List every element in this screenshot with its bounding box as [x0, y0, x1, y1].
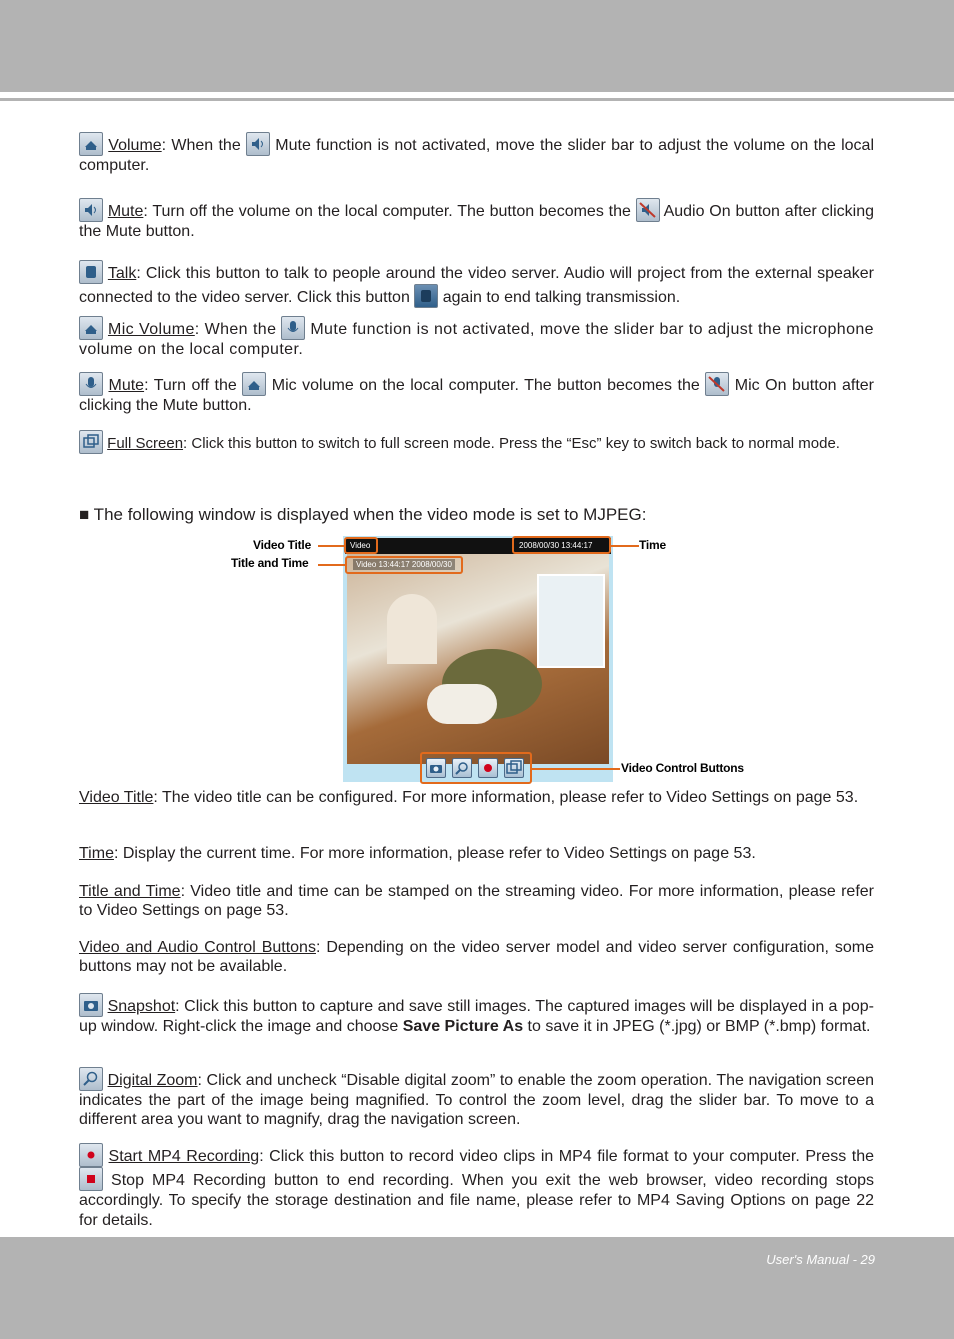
- digital-zoom-paragraph: [79, 1067, 874, 1129]
- video-title-term: Video Title: [79, 789, 154, 806]
- time-paragraph: [79, 844, 874, 863]
- mp4-text-b: Stop MP4 Recording button to end recording. When you exit the web browser, video recording stops accordingly. To specify the storage destination and file name, please refer to MP4 Saving Options on page 22 for details.: [79, 1172, 874, 1229]
- control-buttons-text: : Depending on the video server model and video server configuration, some buttons may not be available.: [79, 939, 874, 975]
- volume-term: Volume: [108, 137, 162, 154]
- full-screen-icon: [79, 430, 103, 454]
- mp4-term: Start MP4 Recording: [108, 1148, 260, 1165]
- snapshot-term: Snapshot: [107, 998, 176, 1015]
- mic-mute-text-c: Mic On button after clicking the Mute button.: [79, 377, 874, 414]
- mp4-text-a: : Click this button to record video clips in MP4 file format to your computer. Press the: [259, 1148, 874, 1165]
- control-buttons-paragraph: [79, 938, 874, 976]
- title-time-callout-box: [345, 556, 463, 574]
- title-time-leader: [318, 564, 345, 566]
- video-title-callout-box: [344, 537, 378, 554]
- video-title-label: Video Title: [253, 538, 312, 552]
- time-term: Time: [79, 845, 114, 862]
- full-screen-paragraph: [79, 430, 874, 454]
- title-time-text: : Video title and time can be stamped on the streaming video. For more information, please refer to Video Settings on page 53.: [79, 883, 874, 919]
- mic-volume-text-b: Mute function is not activated, move the slider bar to adjust the microphone volume on the local computer.: [79, 321, 874, 358]
- mic-volume-paragraph: [79, 316, 874, 359]
- snapshot-paragraph: [79, 993, 874, 1036]
- mute-paragraph: [79, 198, 874, 241]
- control-buttons-callout-box: [420, 752, 532, 784]
- full-screen-text-a: : Click this button to switch to full screen mode. Press the “Esc” key to switch back to normal mode.: [183, 435, 840, 452]
- microphone-icon: [79, 372, 103, 396]
- snapshot-text-b: to save it in JPEG (*.jpg) or BMP (*.bmp) format.: [523, 1018, 871, 1035]
- photo-fireplace: [387, 594, 437, 664]
- mic-mute-term: Mute: [108, 377, 145, 394]
- overlay-title: Video: [350, 541, 371, 550]
- microphone-muted-icon: [705, 372, 729, 396]
- video-title-leader: [318, 545, 344, 547]
- mic-mute-text-b: Mic volume on the local computer. The button becomes the: [266, 377, 706, 394]
- mic-volume-term: Mic Volume: [107, 321, 195, 338]
- photo-window: [537, 574, 605, 668]
- mic-volume-icon: [79, 316, 103, 340]
- speaker-muted-icon: [636, 198, 660, 222]
- overlay-stamp: Video 13:44:17 2008/00/30: [353, 559, 455, 570]
- talk-icon: [79, 260, 103, 284]
- digital-zoom-term: Digital Zoom: [107, 1072, 198, 1089]
- mic-volume-icon: [242, 372, 266, 396]
- stop-record-icon: [79, 1167, 103, 1191]
- talk-text-b: again to end talking transmission.: [438, 289, 681, 306]
- speaker-icon: [246, 132, 270, 156]
- header-rule: [0, 98, 954, 101]
- mute-text-a: : Turn off the volume on the local computer. The button becomes the: [143, 203, 636, 220]
- volume-text-a: : When the: [161, 137, 247, 154]
- mp4-recording-paragraph: [79, 1143, 874, 1231]
- title-time-paragraph: [79, 882, 874, 920]
- talk-paragraph: [79, 260, 874, 308]
- full-screen-term: Full Screen: [107, 435, 184, 452]
- camera-icon: [79, 993, 103, 1017]
- mic-volume-text-a: : When the: [194, 321, 282, 338]
- speaker-icon: [79, 198, 103, 222]
- volume-icon: [79, 132, 103, 156]
- magnifier-icon: [79, 1067, 103, 1091]
- mjpeg-intro: ■ The following window is displayed when the video mode is set to MJPEG:: [79, 505, 647, 524]
- mic-mute-paragraph: [79, 372, 874, 415]
- video-frame-image: [347, 554, 609, 764]
- record-icon: [79, 1143, 103, 1167]
- digital-zoom-text: : Click and uncheck “Disable digital zoom” to enable the zoom operation. The navigation screen indicates the part of the image being magnified. To control the zoom level, drag the slider bar. To move to a different area you want to magnify, drag the navigation screen.: [79, 1072, 875, 1128]
- time-leader: [611, 545, 639, 547]
- talk-text-a: : Click this button to talk to people around the video server. Audio will project from the external speaker connected to the video server. Click this button: [79, 265, 874, 306]
- time-text: : Display the current time. For more information, please refer to Video Settings on page 53.: [113, 845, 756, 862]
- title-and-time-label: Title and Time: [231, 556, 309, 570]
- snapshot-text-a: : Click this button to capture and save still images. The captured images will be displayed in a pop-up window. Right-click the image and choose: [79, 998, 874, 1035]
- time-callout-box: [512, 536, 611, 554]
- microphone-icon: [281, 316, 305, 340]
- mute-term: Mute: [107, 203, 144, 220]
- volume-text-b: Mute function is not activated, move the slider bar to adjust the volume on the local computer.: [79, 137, 874, 174]
- page-number: User's Manual - 29: [766, 1252, 875, 1267]
- video-title-paragraph: [79, 788, 874, 807]
- video-control-buttons-label: Video Control Buttons: [621, 761, 744, 775]
- time-label: Time: [639, 538, 666, 552]
- video-title-text: : The video title can be configured. For more information, please refer to Video Settings on page 53.: [153, 789, 859, 806]
- volume-paragraph: [79, 132, 874, 175]
- talk-active-icon: [414, 284, 438, 308]
- header-band: [0, 0, 954, 92]
- control-buttons-leader: [532, 768, 620, 770]
- mic-mute-text-a: : Turn off the: [144, 377, 243, 394]
- mute-text-b: Audio On button after clicking the Mute button.: [79, 203, 875, 240]
- talk-term: Talk: [107, 265, 137, 282]
- save-picture-as: Save Picture As: [402, 1018, 524, 1035]
- photo-sofa: [427, 684, 497, 724]
- title-time-term: Title and Time: [79, 883, 181, 900]
- overlay-clock: 2008/00/30 13:44:17: [519, 541, 593, 550]
- control-buttons-term: Video and Audio Control Buttons: [79, 939, 316, 956]
